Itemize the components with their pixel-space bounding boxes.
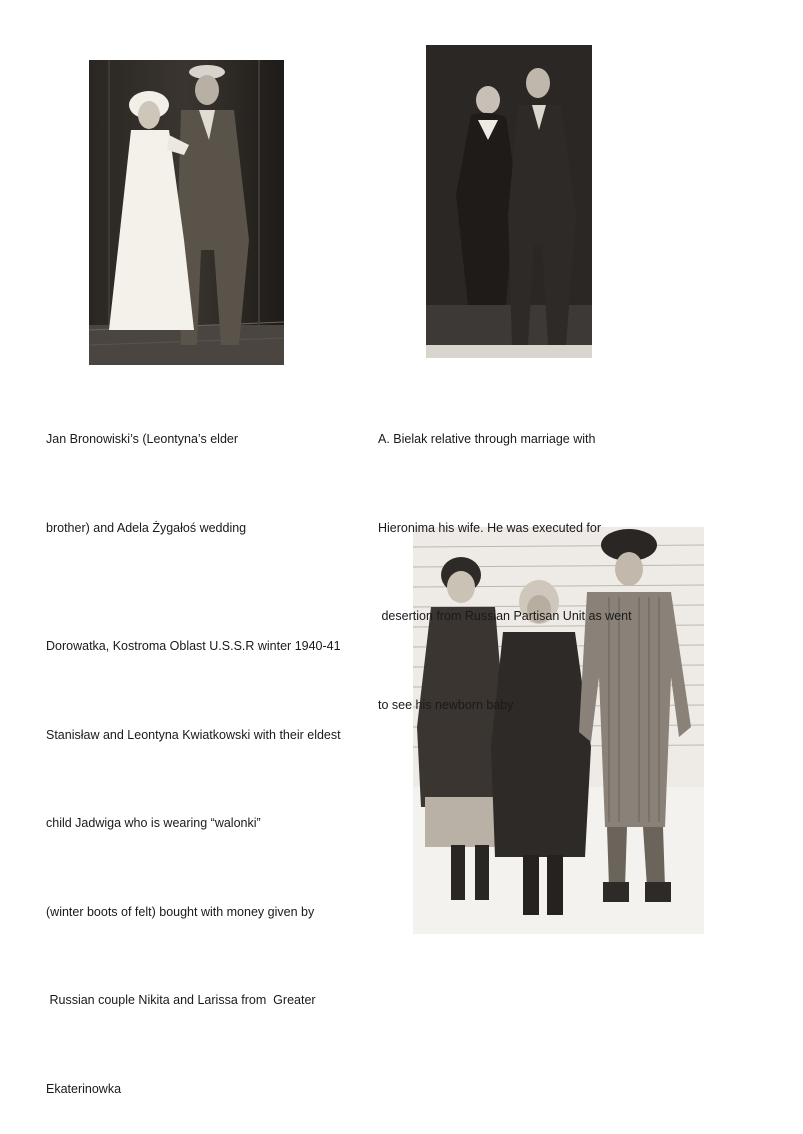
caption-line: (winter boots of felt) bought with money given by [46,904,315,919]
bielak-photo [426,45,592,358]
wedding-caption [46,366,246,573]
caption-line: desertion from Russian Partisan Unit as went [378,609,632,623]
caption-line: child Jadwiga who is wearing “walonki” [46,816,261,830]
wedding-photo [89,60,284,365]
caption-line: Ekaterinowka [46,1081,122,1096]
dorowatka-caption [46,573,341,1134]
caption-line: Russian couple Nikita and Larissa from Greater [46,993,316,1007]
caption-line: Dorowatka, Kostroma Oblast U.S.S.R winter 1940-41 [46,639,341,653]
caption-line: A. Bielak relative through marriage with [378,432,596,446]
caption-line: to see his newborn baby [378,697,514,712]
caption-line: Hieronima his wife. He was executed for [378,520,602,535]
bielak-caption [378,366,632,750]
caption-line: Jan Bronowiski’s (Leontyna’s elder [46,432,239,446]
caption-line: brother) and Adela Żygałoś wedding [46,520,247,535]
caption-line: Stanisław and Leontyna Kwiatkowski with their eldest [46,727,341,742]
